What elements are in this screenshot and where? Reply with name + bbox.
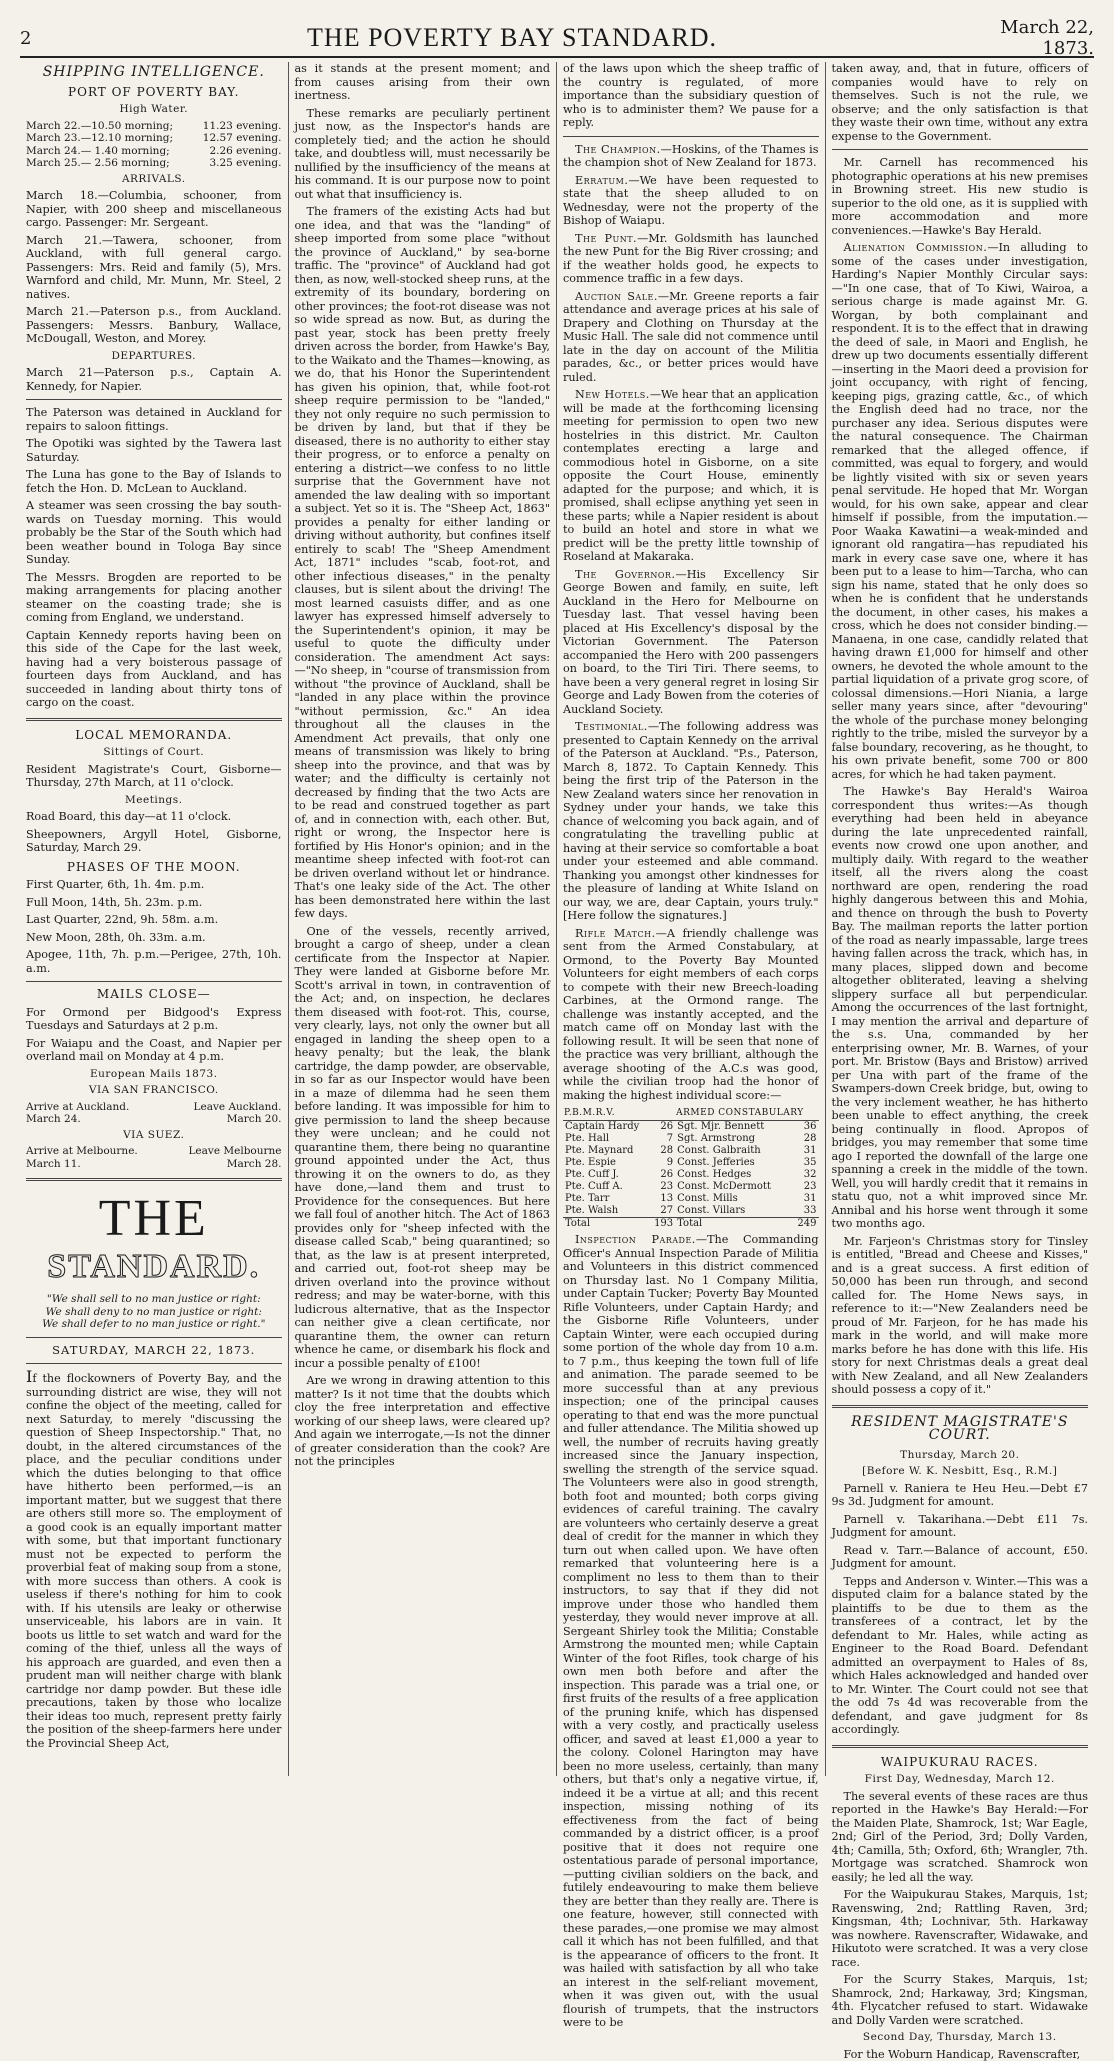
- high-water-heading: High Water.: [26, 103, 282, 117]
- tide-row: March 22.—10.50 morning; 11.23 evening.: [26, 120, 282, 133]
- court-before: [Before W. K. Nesbitt, Esq., R.M.]: [832, 1465, 1089, 1479]
- shipping-news: The Opotiki was sighted by the Tawera last Saturday.: [26, 437, 282, 464]
- standard-title: THE: [26, 1191, 282, 1247]
- divider: [832, 149, 1089, 150]
- arrival-entry: March 21.—Paterson p.s., from Auckland. Passengers: Messrs. Banbury, Wallace, McDougall, Weston, and Morey.: [26, 305, 282, 346]
- court-case: Parnell v. Raniera te Heu Heu.—Debt £7 9s 3d. Judgment for amount.: [832, 1482, 1089, 1509]
- score-total-row: Total 193 Total 249: [563, 1218, 819, 1231]
- score-row: Pte. Cuff J. 26 Const. Hedges 32: [563, 1169, 819, 1181]
- court-heading: RESIDENT MAGISTRATE'S COURT.: [832, 1416, 1089, 1443]
- editorial-paragraph: as it stands at the present moment; and from causes arising from their own inertness.: [295, 62, 551, 103]
- meeting-entry: Sheepowners, Argyll Hotel, Gisborne, Saturday, March 29.: [26, 828, 282, 855]
- divider: [26, 1178, 282, 1181]
- court-case: Tepps and Anderson v. Winter.—This was a disputed claim for a balance stated by the plaintiffs to be due to them as the transferees of a contract, let by the defendant to Mr. Hales, while acting as Engineer to the Road Board. Defendant admitted an overpayment to Hales of 8s, which Hales acknowledged and handed over to Mr. Winter. The Court could not see that the odd 7s 4d was recoverable from the defendant, and gave judgment for 8s accordingly.: [832, 1575, 1089, 1737]
- via-sf-heading: VIA SAN FRANCISCO.: [26, 1084, 282, 1098]
- moon-entry: Last Quarter, 22nd, 9h. 58m. a.m.: [26, 913, 282, 927]
- masthead: [20, 20, 1094, 58]
- news-item: Testimonial.—The following address was presented to Captain Kennedy on the arrival of the Paterson at Auckland. "P.s., Paterson, March 8, 1872. To Captain Kennedy. This being the first trip of the Paterson in the New Zealand waters since her renovation in Sydney under your hands, we take this chance of welcoming you back again, and of congratulating the travelling public at having at their service so comfortable a boat under your esteemed and able command. Thanking you amongst other kindnesses for the pleasure of landing at White Island on our way, we are, dear Captain, yours truly." [Here follow the signatures.]: [563, 720, 819, 923]
- mail-schedule-row: Arrive at Melbourne. Leave Melbourne: [26, 1145, 282, 1158]
- arrivals-heading: ARRIVALS.: [26, 173, 282, 187]
- court-date: Thursday, March 20.: [832, 1449, 1089, 1463]
- races-day-heading: First Day, Wednesday, March 12.: [832, 1773, 1089, 1787]
- score-row: Pte. Tarr 13 Const. Mills 31: [563, 1193, 819, 1205]
- shipping-news: A steamer was seen crossing the bay south-wards on Tuesday morning. This would probably be the Star of the South which had been weather bound in Tologa Bay since Sunday.: [26, 499, 282, 567]
- newspaper-title: THE POVERTY BAY STANDARD.: [307, 23, 717, 53]
- mail-schedule-row: March 11. March 28.: [26, 1158, 282, 1171]
- tide-table: [26, 120, 282, 170]
- editorial: [26, 1370, 282, 1750]
- divider: [26, 718, 282, 721]
- tide-row: March 24.— 1.40 morning; 2.26 evening.: [26, 145, 282, 158]
- editorial-paragraph: The framers of the existing Acts had but one idea, and that was the "landing" of sheep imported from some place "without the province of Auckland," by sea-borne traffic. The "province" of Auckland had got then, as now, well-stocked sheep runs, at the extremity of its boundary, bordering on other provinces; the foot-rot disease was not so wide spread as now. But, as during the past year, stock has been pretty freely driven across the border, from Hawke's Bay, to the Waikato and the Thames—knowing, as we do, that his Honor the Superintendent has given his opinion, that, while foot-rot sheep require permission to be "landed," they not only require no such permission to be driven by land, but that if they be diseased, there is no authority to either stay their progress, or to enforce a penalty on entering a district—we confess to no little surprise that the Government have not amended the law dealing with so important a subject. Yet so it is. The "Sheep Act, 1863" provides a penalty for either landing or driving without authority, but confines itself entirely to scab! The "Sheep Amendment Act, 1871" includes "scab, foot-rot, and other infectious diseases," in the penalty clauses, but is silent about the driving! The most learned casuists differ, and as one lawyer has expressed himself adversely to the Superintendent's opinion, it may be useful to quote the difficulty under consideration. The amendment Act says:—"No sheep, in "course of transmission from without "the province of Auckland, shall be "landed in any place within the province "without permission, &c." An idea throughout all the clauses in the Amendment Act prevails, that only one means of transmission was likely to bring sheep into the province, and that was by water; and the difficulty is certainly not decreased by finding that the two Acts are to be read and construed together as part of, and in connection with, each other. But, right or wrong, the Inspector here is fortified by His Honor's opinion; and in the meantime sheep infected with foot-rot can be driven overland without let or hindrance. That's one leaky side of the Act. The other has been demonstrated here within the last few days.: [295, 205, 551, 921]
- standard-subtitle: STANDARD.: [26, 1247, 282, 1287]
- court-case: Parnell v. Takarihana.—Debt £11 7s. Judgment for amount.: [832, 1513, 1089, 1540]
- race-result: For the Scurry Stakes, Marquis, 1st; Shamrock, 2nd; Harkaway, 3rd; Kingsman, 4th. Flycatcher refused to start. Widawake and Dolly Varden were scratched.: [832, 1973, 1089, 2027]
- moon-entry: Apogee, 11th, 7h. p.m.—Perigee, 27th, 10h. a.m.: [26, 948, 282, 975]
- shipping-news: The Messrs. Brogden are reported to be making arrangements for placing another steamer on the coasting trade; she is coming from England, we understand.: [26, 571, 282, 625]
- score-row: Captain Hardy 26 Sgt. Mjr. Bennett 36: [563, 1121, 819, 1134]
- news-item: Inspection Parade.—The Commanding Officer's Annual Inspection Parade of Militia and Volunteers in this district commenced on Thursday last. No 1 Company Militia, under Captain Tucker; Poverty Bay Mounted Rifle Volunteers, under Captain Hardy; and the Gisborne Rifle Volunteers, under Captain Winter, were each occupied during some portion of the whole day from 10 a.m. to 7 p.m., thus keeping the town full of life and animation. The parade seemed to be more successful than at any previous inspection; one of the principal causes operating to that end was the more punctual and fuller attendance. The Militia showed up well, the number of recruits having greatly increased since the January inspection, swelling the strength of the service squad. The Volunteers were also in good strength, both foot and mounted; both corps giving evidences of careful training. The cavalry are volunteers who certainly deserve a great deal of credit for the manner in which they turn out when called upon. We have often remarked that volunteering here is a compliment no less to them than to their instructors, to say that if they did not improve under those who handled them yesterday, they would never improve at all. Sergeant Shirley took the Militia; Constable Armstrong the mounted men; while Captain Winter of the foot Rifles, took charge of his own men both before and after the inspection. This parade was a trial one, or first fruits of the results of a free application of the pruning knife, which has dispensed with a very costly, and practically useless officer, and saved at least £1,000 a year to the colony. Colonel Harington may have been no more useless, certainly, than many others, but that's only a negative virtue, if, indeed it be a virtue at all; and this recent inspection, missing nothing of its effectiveness from the fact of being commanded by a district officer, is a proof positive that it does not require one ostentatious parade of personal importance,—putting civilian soldiers on the back, and futilely endeavouring to make them believe they are better than they really are. There is one feature, however, still connected with these parades,—one promise we may almost call it which has not been fulfilled, and that is the appearance of officers to the front. It was hailed with satisfaction by all who take an interest in the self-reliant movement, when it was given out, with the usual flourish of trumpets, that the instructors were to be: [563, 1233, 819, 2030]
- mail-schedule-row: March 24. March 20.: [26, 1113, 282, 1126]
- news-item: The Punt.—Mr. Goldsmith has launched the new Punt for the Big River crossing; and if the weather holds good, he expects to commence traffic in a few days.: [563, 232, 819, 286]
- divider: [563, 136, 819, 137]
- divider: [832, 1405, 1089, 1408]
- divider: [26, 1337, 282, 1338]
- divider: [832, 1745, 1089, 1748]
- score-row: Pte. Espie 9 Const. Jefferies 35: [563, 1157, 819, 1169]
- motto-line: We shall defer to no man justice or right.": [26, 1318, 282, 1331]
- sittings-text: Resident Magistrate's Court, Gisborne—Thursday, 27th March, at 11 o'clock.: [26, 763, 282, 790]
- sittings-heading: Sittings of Court.: [26, 746, 282, 760]
- court-case: Read v. Tarr.—Balance of account, £50. Judgment for amount.: [832, 1544, 1089, 1571]
- shipping-news: The Paterson was detained in Auckland for repairs to saloon fittings.: [26, 406, 282, 433]
- rifle-match-scores: [563, 1106, 819, 1230]
- page-number: 2: [20, 28, 80, 49]
- news-item: The Governor.—His Excellency Sir George Bowen and family, en suite, left Auckland in the Hero for Melbourne on Tuesday last. That vessel having been placed at His Excellency's disposal by the Victorian Government. The Paterson accompanied the Hero with 200 passengers on board, to the Tiri Tiri. There seems, to have been a very general regret in losing Sir George and Lady Bowen from the coteries of Auckland Society.: [563, 568, 819, 717]
- news-item: Auction Sale.—Mr. Greene reports a fair attendance and average prices at his sale of Drapery and Clothing on Thursday at the Music Hall. The sale did not commence until late in the day on account of the Militia parades, &c., or better prices would have ruled.: [563, 290, 819, 385]
- races-day-heading: Second Day, Thursday, March 13.: [832, 2031, 1089, 2045]
- editorial-paragraph: of the laws upon which the sheep traffic of the country is regulated, of more importance than the subsidiary question of who is to administer them? We pause for a reply.: [563, 62, 819, 130]
- editorial-paragraph: If the flockowners of Poverty Bay, and the surrounding district are wise, they will not confine the object of the meeting, called for next Saturday, to merely "discussing the question of Sheep Inspectorship." That, no doubt, in the altered circumstances of the place, and the peculiar conditions under which the duties belonging to that office have hitherto been performed,—is an important matter, but we suggest that there are others still more so. The employment of a good cook is an equally important matter with some, but that important functionary must not be expected to perform the proverbial feat of making soup from a stone, with more success than others. A cook is useless if there's nothing for him to cook with. If his utensils are leaky or otherwise unserviceable, his labors are in vain. It boots us little to set watch and ward for the coming of the thief, unless all the ways of his approach are guarded, and even then a prudent man will neither charge with blank cartridge nor damp powder. But these idle precautions, taken by those who localize their ideas too much, represent pretty fairly the position of the sheep-farmers here under the Provincial Sheep Act,: [26, 1370, 282, 1750]
- score-row: Pte. Walsh 27 Const. Villars 33: [563, 1205, 819, 1218]
- score-row: Pte. Maynard 28 Const. Galbraith 31: [563, 1145, 819, 1157]
- tide-row: March 23.—12.10 morning; 12.57 evening.: [26, 132, 282, 145]
- editorial-paragraph: One of the vessels, recently arrived, brought a cargo of sheep, under a clean certificate from the Inspector at Napier. They were landed at Gisborne before Mr. Scott's arrival in town, in contravention of the Act; and, on inspection, he declares them diseased with foot-rot. This, course, very clearly, lays, not only the owner but all engaged in landing the sheep open to a heavy penalty; but the leak, the blank cartridge, the damp powder, are observable, in so far as our Inspector would have been in a maze of dilemma had he seen them before landing. It was impossible for him to give permission to land the sheep because they were unclean; and he could not quarantine them, there being no quarantine ground appointed under the Act, thus throwing it on the owners to do, as they have done,—land them and trust to Providence for the consequences. But here we fall foul of another hitch. The Act of 1863 provides only for "sheep infected with the disease called Scab," being quarantined; so that, as the law is at present interpreted, and carried out, foot-rot sheep may be driven overland into the province without redress; and may be water-borne, with this ludicrous alternative, that as the Inspector can neither give a clean certificate, nor quarantine them, the owner can return whence he came, or disembark his flock and incur a possible penalty of £100!: [295, 925, 551, 1371]
- columns: [20, 62, 1094, 1776]
- editorial-paragraph: Are we wrong in drawing attention to this matter? Is it not time that the doubts which cloy the free interpretation and effective working of our sheep laws, were cleared up? And again we interrogate,—Is not the dinner of greater consideration than the cook? Are not the principles: [295, 1374, 551, 1469]
- score-row: Pte. Cuff A. 23 Const. McDermott 23: [563, 1181, 819, 1193]
- editorial-paragraph: These remarks are peculiarly pertinent just now, as the Inspector's hands are completely tied; and the action he should take, and doubtless will, must necessarily be nullified by the insufficiency of the means at his command. It is our purpose now to point out what that insufficiency is.: [295, 107, 551, 202]
- mail-schedule-row: Arrive at Auckland. Leave Auckland.: [26, 1101, 282, 1114]
- score-row: Pte. Hall 7 Sgt. Armstrong 28: [563, 1133, 819, 1145]
- race-result: For the Waipukurau Stakes, Marquis, 1st; Ravenswing, 2nd; Rattling Raven, 3rd; Kingsman, 4th; Lochnivar, 5th. Harkaway was nowhere. Ravenscrafter, Widawake, and Hikutoto were scratched. It was a very close race.: [832, 1888, 1089, 1969]
- column-1: [20, 62, 289, 1776]
- arrival-entry: March 18.—Columbia, schooner, from Napier, with 200 sheep and miscellaneous cargo. Passenger: Mr. Sergeant.: [26, 189, 282, 230]
- motto-line: "We shall sell to no man justice or right:: [26, 1293, 282, 1306]
- memoranda-heading: LOCAL MEMORANDA.: [26, 729, 282, 743]
- moon-entry: Full Moon, 14th, 5h. 23m. p.m.: [26, 896, 282, 910]
- column-4: [826, 62, 1095, 1776]
- news-item: taken away, and, that in future, officers of companies would have to rely on themselves. Such is not the rule, we observe; and the only satisfaction is that they waste their own time, without any extra expense to the Government.: [832, 62, 1089, 143]
- news-item: New Hotels.—We hear that an application will be made at the forthcoming licensing meeting for permission to open two new hostelries in this district. Mr. Caulton contemplates erecting a large and commodious hotel in Gisborne, on a site opposite the Court House, eminently adapted for the purpose; and which, it is promised, shall eclipse anything yet seen in these parts; while a Napier resident is about to build an hotel and store in what we predict will be the pretty little township of Roseland at Makaraka.: [563, 388, 819, 564]
- shipping-news: Captain Kennedy reports having been on this side of the Cape for the last week, having had a very boisterous passage of fourteen days from Auckland, and has succeeded in landing about thirty tons of cargo on the coast.: [26, 629, 282, 710]
- divider: [26, 399, 282, 400]
- score-header-right: ARMED CONSTABULARY: [675, 1106, 818, 1121]
- shipping-news: The Luna has gone to the Bay of Islands to fetch the Hon. D. McLean to Auckland.: [26, 468, 282, 495]
- news-item: The Hawke's Bay Herald's Wairoa correspondent thus writes:—As though everything had been held in abeyance during the late unprecedented rainfall, events now crowd one upon another, and multiply daily. With regard to the weather itself, all the rivers along the coast northward are open, rendering the road highly dangerous between this and Mohia, and thence on through the bush to Poverty Bay. The mailman reports the latter portion of the road as nearly impassable, large trees having fallen across the track, which has, in many places, slipped down and become altogether obliterated, leaving a shelving slippery surface all but perpendicular. Among the occurrences of the last fortnight, I may mention the arrival and departure of the s.s. Una, commanded by her enterprising owner, Mr. B. Warnes, of your port. Mr. Bristow (Bays and Bristow) arrived per Una with part of the frame of the Swampers-down Creek bridge, but, owing to the very inclement weather, he has hitherto been unable to effect anything, the creek being continually in flood. Apropos of bridges, you may remember that some time ago I reported the downfall of the large one spanning a creek in the middle of the town. Well, you will hardly credit that it remains in statu quo, not a whit improved since Mr. Annibal and his horse went through it some two months ago.: [832, 785, 1089, 1231]
- news-item: Mr. Farjeon's Christmas story for Tinsley is entitled, "Bread and Cheese and Kisses," and is a great success. A first edition of 50,000 has been run through, and second called for. The Home News says, in reference to it:—"New Zealanders need be proud of Mr. Farjeon, for he has made his mark in the world, and will make more marks before he has done with this life. His story for next Christmas deals a great deal with New Zealand, and all New Zealanders should possess a copy of it.": [832, 1235, 1089, 1397]
- column-2: [289, 62, 558, 1776]
- race-result: The several events of these races are thus reported in the Hawke's Bay Herald:—For the Maiden Plate, Shamrock, 1st; War Eagle, 2nd; Girl of the Period, 3rd; Dolly Varden, 4th; Camilla, 5th; Oxford, 6th; Wrangler, 7th. Mortgage was scratched. Shamrock won easily; he led all the way.: [832, 1790, 1089, 1885]
- meetings-heading: Meetings.: [26, 794, 282, 808]
- score-header-left: P.B.M.R.V.: [563, 1106, 675, 1121]
- moon-entry: First Quarter, 6th, 1h. 4m. p.m.: [26, 878, 282, 892]
- moon-heading: PHASES OF THE MOON.: [26, 861, 282, 875]
- arrival-entry: March 21.—Tawera, schooner, from Auckland, with full general cargo. Passengers: Mrs. Reid and family (5), Mrs. Warnford and child, Mr. Munn, Mr. Steel, 2 natives.: [26, 234, 282, 302]
- departures-heading: DEPARTURES.: [26, 350, 282, 364]
- races-heading: WAIPUKURAU RACES.: [832, 1756, 1089, 1770]
- mail-entry: For Waiapu and the Coast, and Napier per overland mail on Monday at 4 p.m.: [26, 1037, 282, 1064]
- tide-row: March 25.— 2.56 morning; 3.25 evening.: [26, 157, 282, 170]
- editorial-dateline: SATURDAY, MARCH 22, 1873.: [26, 1344, 282, 1358]
- news-item: The Champion.—Hoskins, of the Thames is the champion shot of New Zealand for 1873.: [563, 143, 819, 170]
- news-item: Rifle Match.—A friendly challenge was sent from the Armed Constabulary, at Ormond, to the Poverty Bay Mounted Volunteers for eight members of each corps to compete with their new Breech-loading Carbines, at the Ormond range. The challenge was instantly accepted, and the match came off on Monday last with the following result. It will be seen that none of the practice was very brilliant, although the average shooting of the A.C.s was good, while the civilian troop had the honor of making the highest individual score:—: [563, 927, 819, 1103]
- divider: [26, 981, 282, 982]
- news-item: Erratum.—We have been requested to state that the sheep alluded to on Wednesday, were not the property of the Bishop of Waiapu.: [563, 174, 819, 228]
- port-heading: PORT OF POVERTY BAY.: [26, 86, 282, 100]
- news-item: Alienation Commission.—In alluding to some of the cases under investigation, Harding's Napier Monthly Circular says:—"In one case, that of To Kiwi, Wairoa, a serious charge is made against Mr. G. Worgan, by both complainant and respondent. It is to the effect that in drawing the deed of sale, in Maori and English, he drew up two documents essentially different—inserting in the Maori deed a provision for joint occupancy, with right of fencing, keeping pigs, grazing cattle, &c., of which the English deed had no trace, nor the purchaser any idea. Serious disputes were the natural consequence. The Chairman remarked that the alleged offence, if committed, was equal to forgery, and would be lightly visited with six or seven years penal servitude. He hoped that Mr. Worgan would, for his own sake, appear and clear himself if possible, from the imputation.—Poor Waaka Kawatini—a weak-minded and ignorant old rangatira—has repudiated his mark in every case save one, where it has been put to a lease to him—Tarcha, who can sign his name, stated that he only does so when he is confident that he understands the document, in other cases, his makes a cross, which he does not consider binding.—Manaena, in one case, candidly related that having drawn £1,000 for himself and other owners, he devoted the whole amount to the partial liquidation of a private grog score, of colossal dimensions.—Hori Niania, a large seller many years since, after "devouring" the whole of the purchase money belonging rightly to the tribe, misled the surveyor by a false boundary, recovering, as he thought, to his own private benefit, some 700 or 800 acres, for which he had taken payment.: [832, 241, 1089, 781]
- race-result: For the Woburn Handicap, Ravenscrafter,: [832, 2048, 1089, 2061]
- mail-entry: For Ormond per Bidgood's Express Tuesdays and Saturdays at 2 p.m.: [26, 1006, 282, 1033]
- issue-date: March 22, 1873.: [944, 17, 1094, 59]
- motto-line: We shall deny to no man justice or right:: [26, 1306, 282, 1319]
- european-mails-heading: European Mails 1873.: [26, 1068, 282, 1082]
- column-3: [557, 62, 826, 1776]
- shipping-heading: SHIPPING INTELLIGENCE.: [26, 66, 282, 80]
- moon-entry: New Moon, 28th, 0h. 33m. a.m.: [26, 931, 282, 945]
- divider: [26, 1363, 282, 1364]
- meeting-entry: Road Board, this day—at 11 o'clock.: [26, 810, 282, 824]
- mails-heading: MAILS CLOSE—: [26, 988, 282, 1002]
- departure-entry: March 21—Paterson p.s., Captain A. Kennedy, for Napier.: [26, 366, 282, 393]
- news-item: Mr. Carnell has recommenced his photographic operations at his new premises in Browning street. His new studio is superior to the old one, as it is supplied with more accommodation and more conveniences.—Hawke's Bay Herald.: [832, 156, 1089, 237]
- via-suez-heading: VIA SUEZ.: [26, 1129, 282, 1143]
